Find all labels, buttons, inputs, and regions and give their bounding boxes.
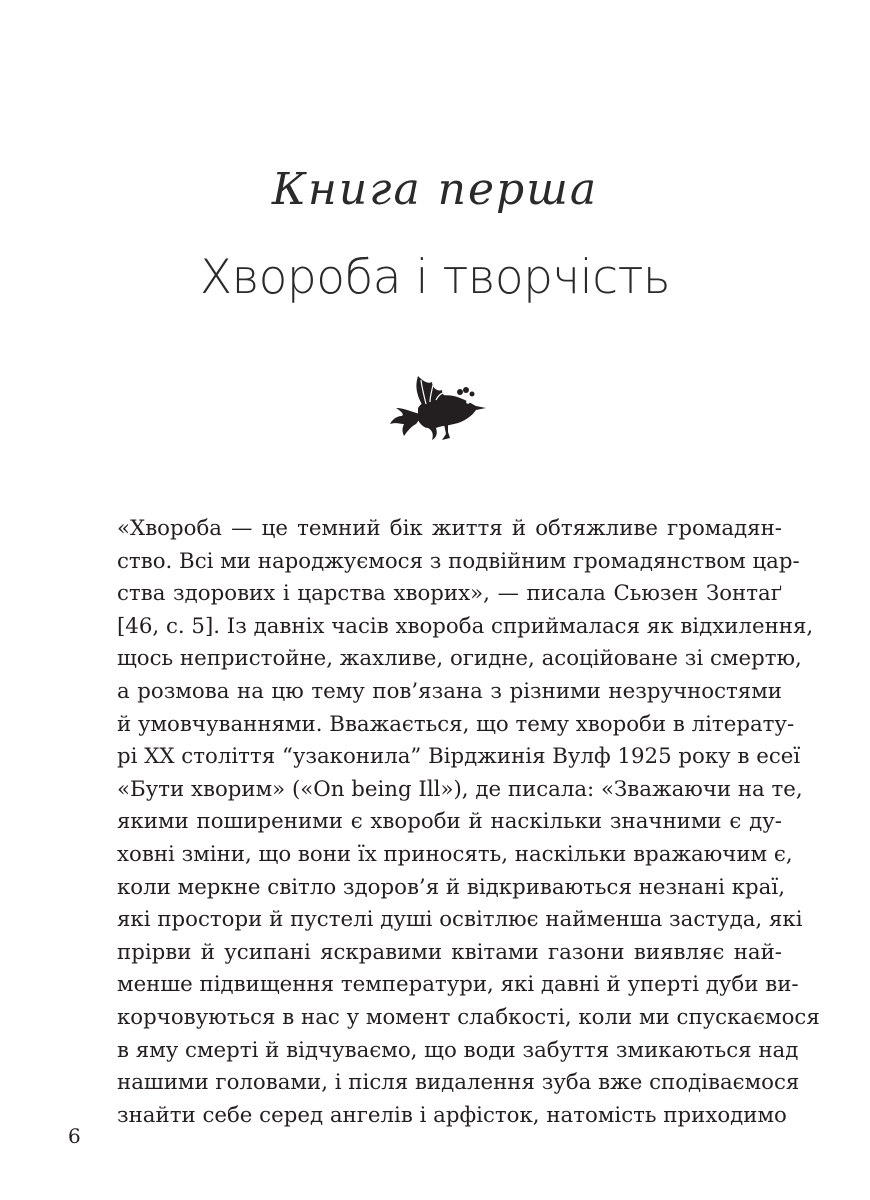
body-line: й умовчуваннями. Вважається, що тему хвороби в літерату- <box>117 711 795 737</box>
body-line: [46, с. 5]. Із давніх часів хвороба сприймалася як відхилення, <box>117 613 814 639</box>
chapter-title: Хвороба і творчість <box>199 250 671 305</box>
body-line: ство. Всі ми народжуємося з подвійним громадянством цар- <box>117 548 800 574</box>
bird-icon <box>388 368 488 443</box>
body-line: нашими головами, і після видалення зуба вже сподіваємося <box>117 1070 800 1096</box>
book-label: Книга перша <box>271 164 599 215</box>
page-number: 6 <box>68 1124 81 1148</box>
body-line: знайти себе серед ангелів і арфісток, натомість приходимо <box>117 1102 787 1128</box>
body-line: які простори й пустелі душі освітлює найменша застуда, які <box>117 907 803 933</box>
body-line: ховні зміни, що вони їх приносять, наскільки вражаючим є, <box>117 841 793 867</box>
body-line: якими поширеними є хвороби й наскільки значними є ду- <box>117 809 782 835</box>
body-line: щось непристойне, жахливе, огидне, асоційоване зі смертю, <box>117 646 802 672</box>
body-line: корчовуються в нас у момент слабкості, коли ми спускаємося <box>117 1004 820 1030</box>
body-text <box>117 513 820 1132</box>
body-line: ства здорових і царства хворих», — писала Сьюзен Зонтаґ <box>117 581 782 607</box>
body-line: менше підвищення температури, які давні й уперті дуби ви- <box>117 972 799 998</box>
body-line: в яму смерті й відчуваємо, що води забуття змикаються над <box>117 1037 799 1063</box>
body-line: «Хвороба — це темний бік життя й обтяжливе громадян- <box>117 516 782 541</box>
body-line: коли меркне світло здоров’я й відкриваються незнані краї, <box>117 874 785 900</box>
body-line: рі XX століття “узаконила” Вірджинія Вулф 1925 року в есеї <box>117 744 801 770</box>
body-line: прірви й усипані яскравими квітами газони виявляє най- <box>117 939 782 965</box>
body-line: а розмова на цю тему пов’язана з різними незручностями <box>117 678 782 704</box>
body-line: «Бути хворим» («On being Ill»), де писала: «Зважаючи на те, <box>117 776 803 802</box>
